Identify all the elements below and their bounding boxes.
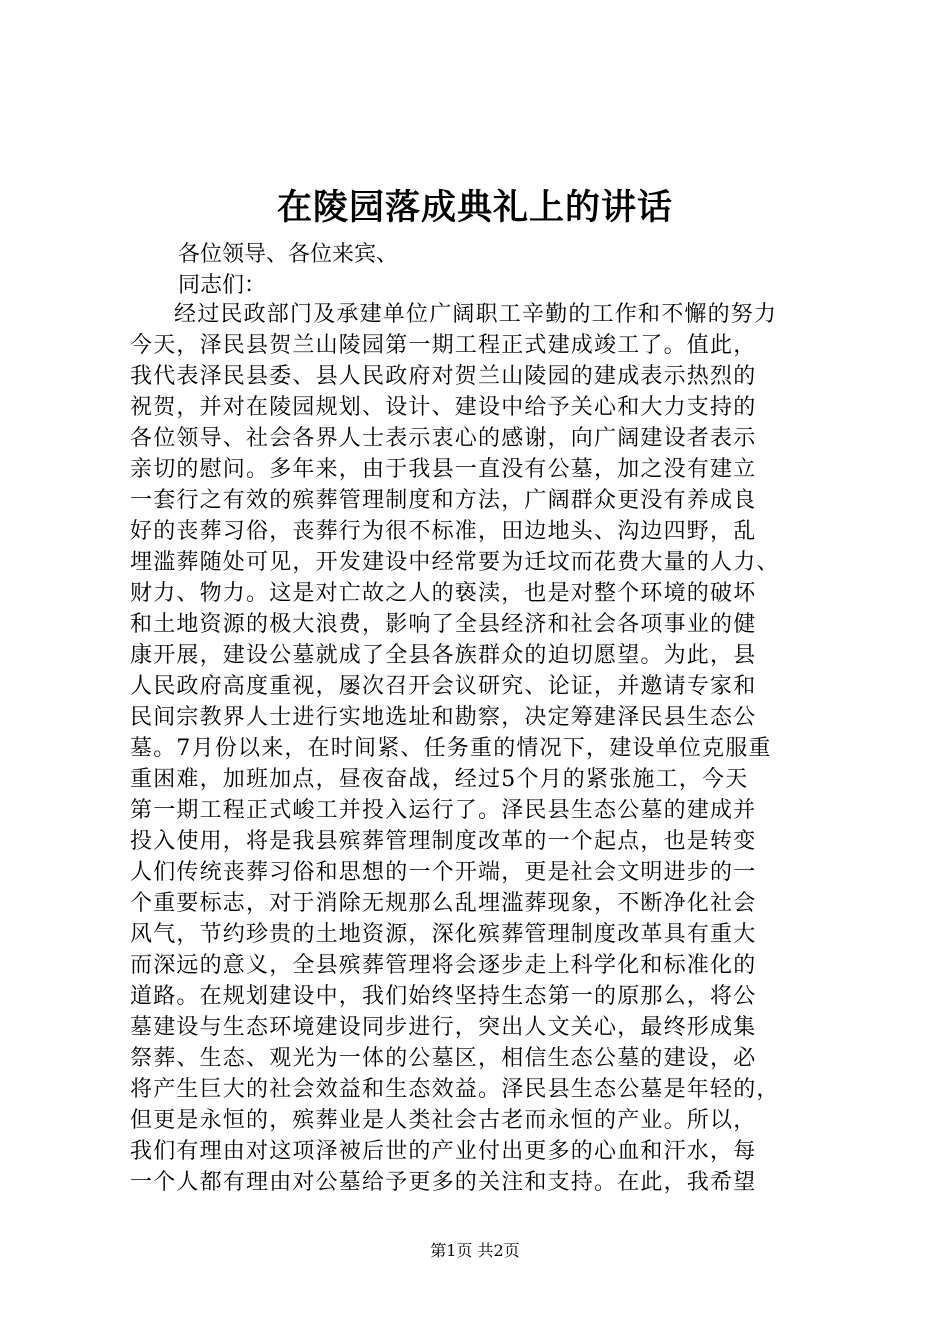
body-line: 和土地资源的极大浪费，影响了全县经济和社会各项事业的健 xyxy=(130,612,757,637)
body-line: 民间宗教界人士进行实地选址和勘察，决定筹建泽民县生态公 xyxy=(130,705,757,730)
body-line: 今天，泽民县贺兰山陵园第一期工程正式建成竣工了。值此， xyxy=(130,333,757,358)
body-line: 墓。7月份以来，在时间紧、任务重的情况下，建设单位克服重 xyxy=(130,736,772,761)
speech-body xyxy=(130,299,830,1198)
page-title: 在陵园落成典礼上的讲话 xyxy=(276,187,673,228)
body-line: 祝贺，并对在陵园规划、设计、建设中给予关心和大力支持的 xyxy=(130,395,757,420)
body-line: 墓建设与生态环境建设同步进行，突出人文关心，最终形成集 xyxy=(130,1015,757,1040)
body-line: 而深远的意义，全县殡葬管理将会逐步走上科学化和标准化的 xyxy=(130,953,757,978)
body-line: 一套行之有效的殡葬管理制度和方法，广阔群众更没有养成良 xyxy=(130,488,757,513)
body-line: 好的丧葬习俗，丧葬行为很不标准，田边地头、沟边四野，乱 xyxy=(130,519,757,544)
body-line: 康开展，建设公墓就成了全县各族群众的迫切愿望。为此，县 xyxy=(130,643,757,668)
body-line: 个重要标志，对于消除无规那么乱埋滥葬现象，不断净化社会 xyxy=(130,891,757,916)
body-line: 投入使用，将是我县殡葬管理制度改革的一个起点，也是转变 xyxy=(130,829,757,854)
body-line: 我代表泽民县委、县人民政府对贺兰山陵园的建成表示热烈的 xyxy=(130,364,757,389)
body-line: 祭葬、生态、观光为一体的公墓区，相信生态公墓的建设，必 xyxy=(130,1046,757,1071)
body-line: 经过民政部门及承建单位广阔职工辛勤的工作和不懈的努力 xyxy=(174,302,778,327)
body-line: 第一期工程正式峻工并投入运行了。泽民县生态公墓的建成并 xyxy=(130,798,757,823)
body-line: 一个人都有理由对公墓给予更多的关注和支持。在此，我希望 xyxy=(130,1170,757,1195)
body-line: 但更是永恒的，殡葬业是人类社会古老而永恒的产业。所以， xyxy=(130,1108,757,1133)
body-line: 风气，节约珍贵的土地资源，深化殡葬管理制度改革具有重大 xyxy=(130,922,757,947)
salutation-line: 同志们： xyxy=(178,273,267,298)
body-line: 财力、物力。这是对亡故之人的亵渎，也是对整个环境的破坏 xyxy=(130,581,757,606)
body-line: 将产生巨大的社会效益和生态效益。泽民县生态公墓是年轻的， xyxy=(130,1077,780,1102)
body-line: 我们有理由对这项泽被后世的产业付出更多的心血和汗水，每 xyxy=(130,1139,757,1164)
body-line: 重困难，加班加点，昼夜奋战，经过5个月的紧张施工，今天 xyxy=(130,767,749,792)
body-line: 人民政府高度重视，屡次召开会议研究、论证，并邀请专家和 xyxy=(130,674,757,699)
body-line: 埋滥葬随处可见，开发建设中经常要为迁坟而花费大量的人力、 xyxy=(130,550,780,575)
page-number-footer: 第1页 共2页 xyxy=(430,1241,520,1260)
body-line: 人们传统丧葬习俗和思想的一个开端，更是社会文明进步的一 xyxy=(130,860,757,885)
salutation-line: 各位领导、各位来宾、 xyxy=(178,242,399,267)
body-line: 亲切的慰问。多年来，由于我县一直没有公墓，加之没有建立 xyxy=(130,457,757,482)
body-line: 道路。在规划建设中，我们始终坚持生态第一的原那么，将公 xyxy=(130,984,757,1009)
body-line: 各位领导、社会各界人士表示衷心的感谢，向广阔建设者表示 xyxy=(130,426,757,451)
